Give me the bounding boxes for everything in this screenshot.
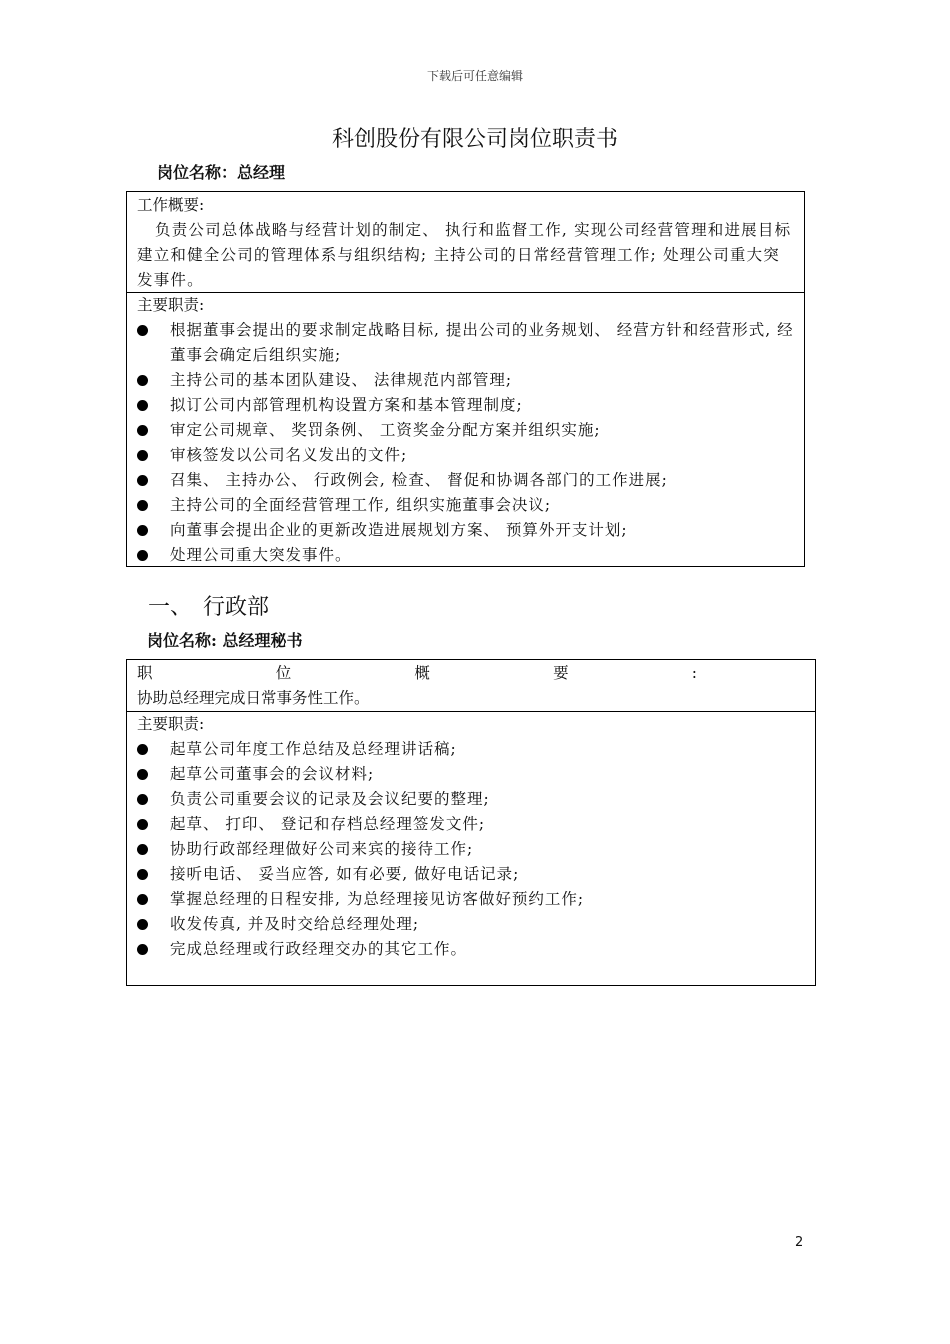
list-item: 审定公司规章、 奖罚条例、 工资奖金分配方案并组织实施; xyxy=(137,418,796,443)
bullet-icon xyxy=(137,325,148,336)
bullet-icon xyxy=(137,819,148,830)
post-name-secretary: 岗位名称: 总经理秘书 xyxy=(147,631,303,650)
gm-duties-list xyxy=(137,318,796,568)
bullet-icon xyxy=(137,525,148,536)
list-item: 收发传真, 并及时交给总经理处理; xyxy=(137,912,807,937)
bullet-icon xyxy=(137,919,148,930)
post-name-general-manager: 岗位名称：总经理 xyxy=(157,163,286,182)
list-item: 审核签发以公司名义发出的文件; xyxy=(137,443,796,468)
secretary-duties-table xyxy=(126,659,816,986)
table-divider xyxy=(127,292,804,293)
bullet-icon xyxy=(137,400,148,411)
duties-label: 主要职责: xyxy=(137,715,205,733)
list-item: 根据董事会提出的要求制定战略目标, 提出公司的业务规划、 经营方针和经营形式, 经董事会确定后组织实施; xyxy=(137,318,796,368)
section-number: 一、 xyxy=(148,595,193,620)
bullet-icon xyxy=(137,944,148,955)
gm-duties-table xyxy=(126,191,805,567)
section-heading xyxy=(148,590,269,621)
document-title: 科创股份有限公司岗位职责书 xyxy=(331,127,618,152)
list-item: 主持公司的基本团队建设、 法律规范内部管理; xyxy=(137,368,796,393)
duties-label: 主要职责: xyxy=(137,296,205,314)
list-item: 掌握总经理的日程安排, 为总经理接见访客做好预约工作; xyxy=(137,887,807,912)
secretary-duties-list xyxy=(137,737,807,962)
bullet-icon xyxy=(137,425,148,436)
bullet-icon xyxy=(137,475,148,486)
bullet-icon xyxy=(137,794,148,805)
header-note: 下载后可任意编辑 xyxy=(426,69,523,83)
bullet-icon xyxy=(137,769,148,780)
list-item: 处理公司重大突发事件。 xyxy=(137,543,796,568)
list-item: 起草、 打印、 登记和存档总经理签发文件; xyxy=(137,812,807,837)
list-item: 向董事会提出企业的更新改造进展规划方案、 预算外开支计划; xyxy=(137,518,796,543)
overview-text: 协助总经理完成日常事务性工作。 xyxy=(137,689,370,707)
list-item: 协助行政部经理做好公司来宾的接待工作; xyxy=(137,837,807,862)
list-item: 起草公司年度工作总结及总经理讲话稿; xyxy=(137,737,807,762)
list-item: 拟订公司内部管理机构设置方案和基本管理制度; xyxy=(137,393,796,418)
list-item: 完成总经理或行政经理交办的其它工作。 xyxy=(137,937,807,962)
bullet-icon xyxy=(137,500,148,511)
bullet-icon xyxy=(137,550,148,561)
overview-label: 职 位 概 要 : xyxy=(137,664,697,682)
bullet-icon xyxy=(137,744,148,755)
bullet-icon xyxy=(137,869,148,880)
list-item: 主持公司的全面经营管理工作, 组织实施董事会决议; xyxy=(137,493,796,518)
overview-label: 工作概要: xyxy=(137,196,205,214)
page-number: 2 xyxy=(795,1235,804,1250)
table-divider xyxy=(127,711,815,712)
list-item: 召集、 主持办公、 行政例会, 检查、 督促和协调各部门的工作进展; xyxy=(137,468,796,493)
bullet-icon xyxy=(137,894,148,905)
bullet-icon xyxy=(137,844,148,855)
section-name: 行政部 xyxy=(203,595,270,620)
list-item: 负责公司重要会议的记录及会议纪要的整理; xyxy=(137,787,807,812)
list-item: 接听电话、 妥当应答, 如有必要, 做好电话记录; xyxy=(137,862,807,887)
bullet-icon xyxy=(137,450,148,461)
bullet-icon xyxy=(137,375,148,386)
overview-text: 负责公司总体战略与经营计划的制定、 执行和监督工作, 实现公司经营管理和进展目标建立和健全公司的管理体系与组织结构; 主持公司的日常经营管理工作; 处理公司重大突发事件。 xyxy=(137,221,792,289)
list-item: 起草公司董事会的会议材料; xyxy=(137,762,807,787)
